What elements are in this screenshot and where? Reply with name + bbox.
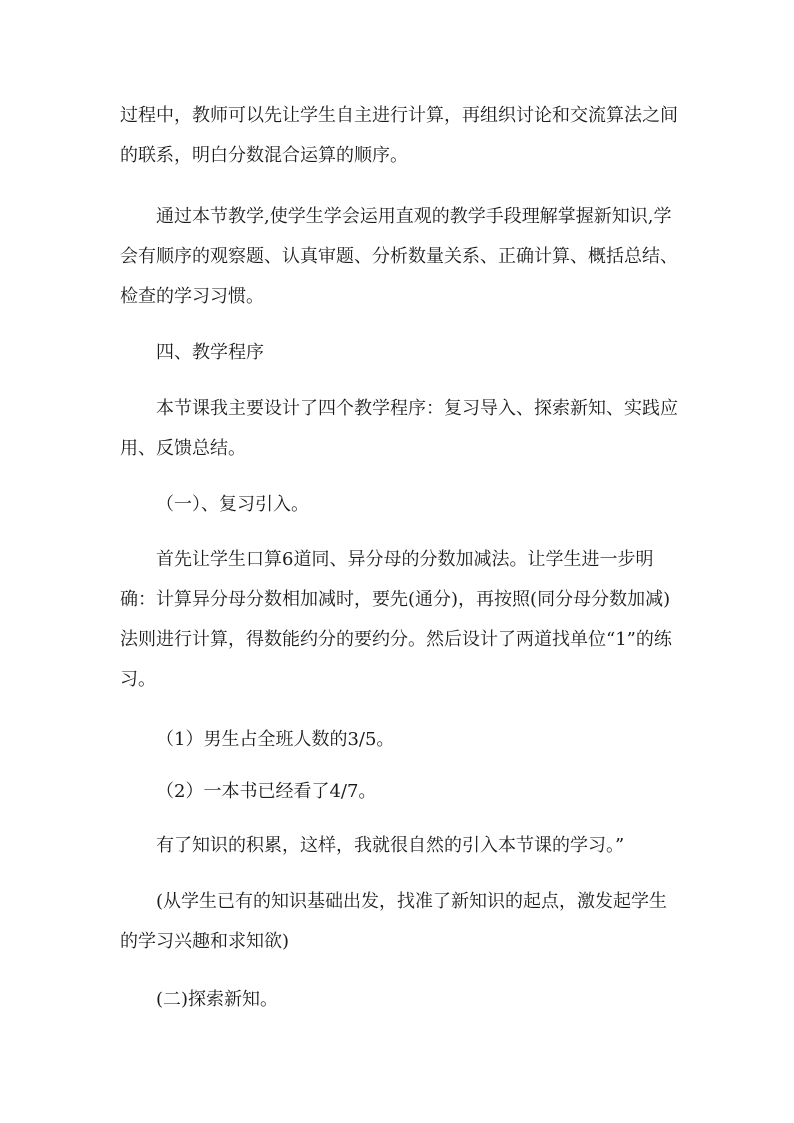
paragraph-4: 首先让学生口算6道同、异分母的分数加减法。让学生进一步明确：计算异分母分数相加减时，要先(通分)，再按照(同分母分数加减)法则进行计算，得数能约分的要约分。然后设计了两道找单位“1”的练习。 — [120, 549, 672, 690]
subsection-heading-2: (二)探索新知。 — [156, 989, 279, 1010]
list-item-1: （1）男生占全班人数的3/5。 — [156, 729, 395, 750]
paragraph-6: (从学生已有的知识基础出发，找准了新知识的起点，激发起学生的学习兴趣和求知欲) — [120, 891, 668, 952]
paragraph-5: 有了知识的积累，这样，我就很自然的引入本节课的学习。” — [156, 835, 625, 856]
paragraph-3: 本节课我主要设计了四个教学程序：复习导入、探索新知、实践应用、反馈总结。 — [120, 398, 678, 459]
paragraph-2: 通过本节教学,使学生学会运用直观的教学手段理解掌握新知识,学会有顺序的观察题、认真审题、分析数量关系、正确计算、概括总结、检查的学习习惯。 — [120, 206, 678, 307]
paragraph-1: 过程中，教师可以先让学生自主进行计算，再组织讨论和交流算法之间的联系，明白分数混合运算的顺序。 — [120, 105, 678, 166]
section-heading: 四、教学程序 — [156, 342, 264, 363]
subsection-heading-1: （一）、复习引入。 — [156, 494, 309, 515]
list-item-2: （2）一本书已经看了4/7。 — [156, 781, 377, 802]
